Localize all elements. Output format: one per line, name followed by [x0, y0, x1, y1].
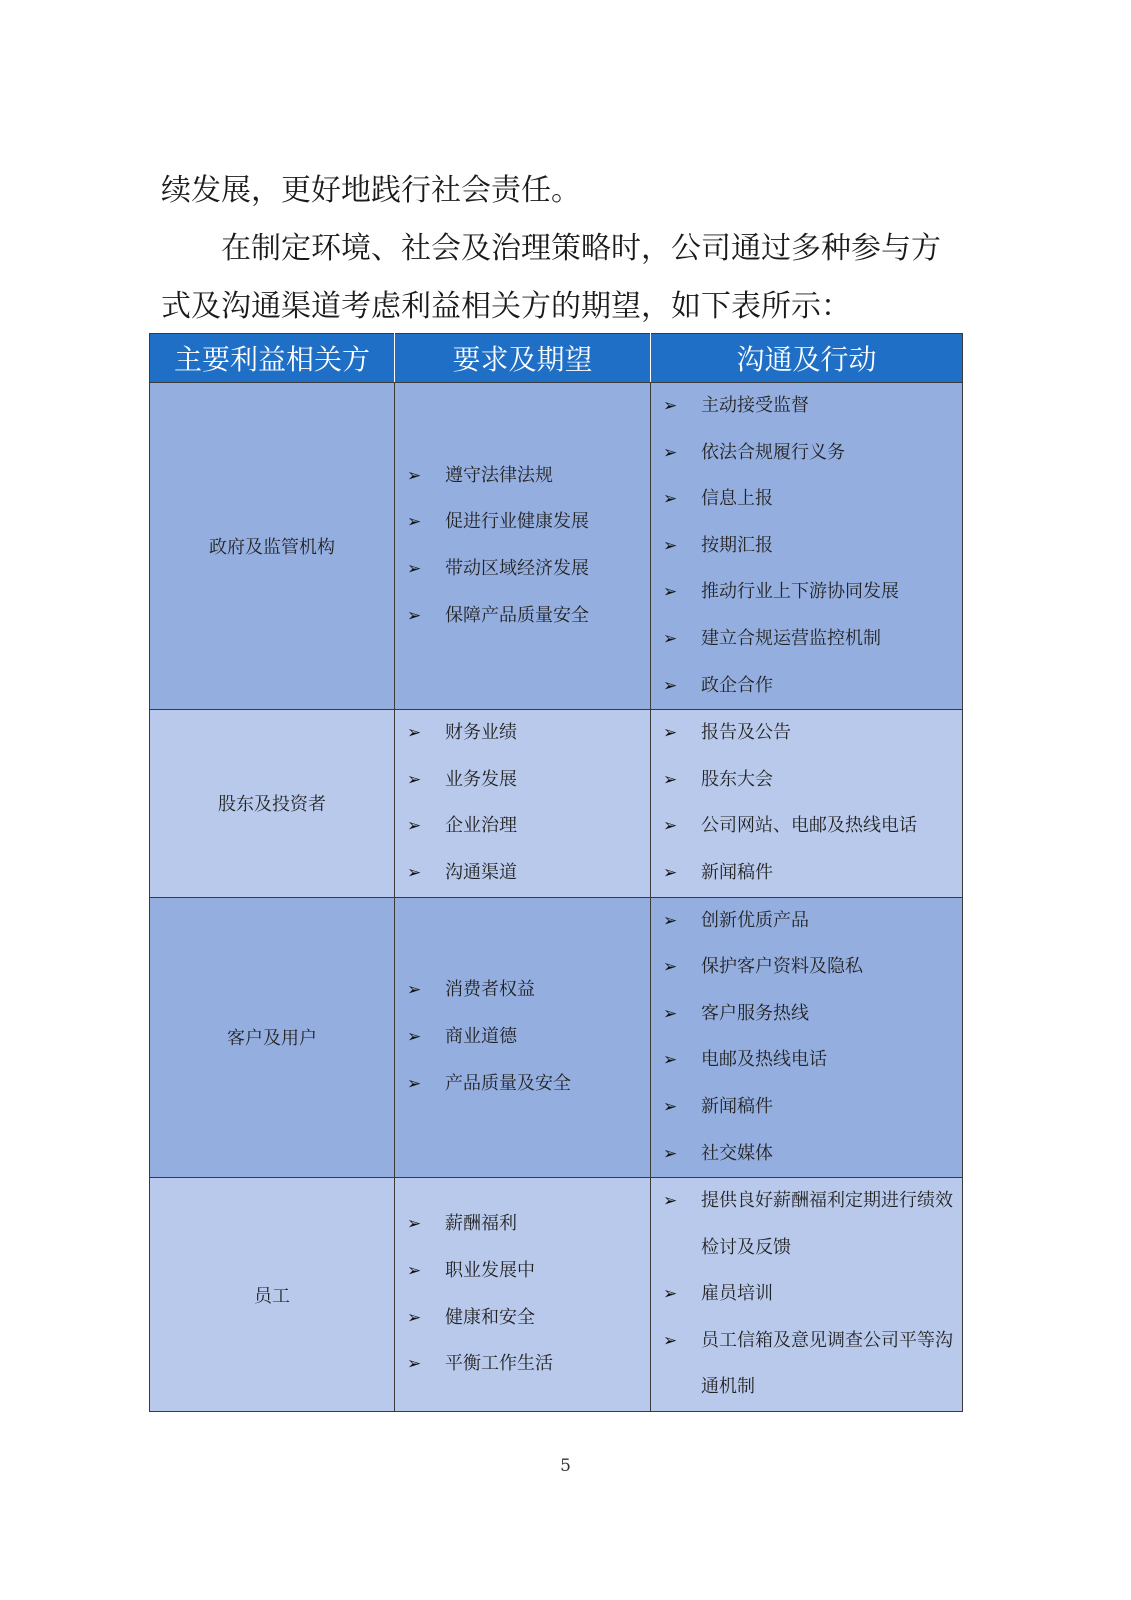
arrowhead-bullet-icon: ➢ [663, 1284, 678, 1305]
page-number: 5 [560, 1456, 571, 1476]
paragraph-intro: 在制定环境、社会及治理策略时，公司通过多种参与方式及沟通渠道考虑利益相关方的期望，如下表所示： [161, 231, 941, 324]
arrowhead-bullet-icon: ➢ [663, 723, 678, 744]
list-item [651, 430, 962, 477]
arrowhead-bullet-icon: ➢ [407, 1214, 422, 1235]
list-item [651, 850, 962, 897]
list-item [395, 1248, 650, 1295]
arrowhead-bullet-icon: ➢ [407, 1027, 422, 1048]
list-item-text: 主动接受监督 [701, 395, 809, 416]
list-item-text: 商业道德 [445, 1026, 517, 1048]
expectations-list [395, 1201, 650, 1387]
list-item-text: 雇员培训 [701, 1283, 773, 1305]
list-item-text: 报告及公告 [701, 722, 791, 744]
actions-cell [651, 710, 963, 897]
arrowhead-bullet-icon: ➢ [407, 980, 422, 1001]
list-item-text: 按期汇报 [701, 534, 773, 556]
list-item [651, 757, 962, 804]
list-item [651, 1318, 962, 1411]
list-item [651, 569, 962, 616]
list-item-text: 新闻稿件 [701, 1095, 773, 1117]
list-item-text: 提供良好薪酬福利定期进行绩效检讨及反馈 [701, 1190, 953, 1258]
list-item [651, 1271, 962, 1318]
list-item [651, 1131, 962, 1178]
list-item-text: 股东大会 [701, 768, 773, 790]
list-item [395, 967, 650, 1014]
arrowhead-bullet-icon: ➢ [663, 1003, 678, 1024]
list-item-text: 薪酬福利 [445, 1213, 517, 1235]
table-row [150, 1178, 963, 1412]
actions-list [651, 898, 962, 1178]
list-item [395, 499, 650, 546]
list-item-text: 产品质量及安全 [445, 1072, 571, 1094]
list-item-text: 依法合规履行义务 [701, 441, 845, 463]
table-row [150, 897, 963, 1178]
list-item [651, 1084, 962, 1131]
list-item-text: 促进行业健康发展 [445, 511, 589, 533]
list-item-text: 创新优质产品 [701, 909, 809, 931]
arrowhead-bullet-icon: ➢ [663, 1191, 678, 1212]
list-item [651, 476, 962, 523]
table-header-row [150, 334, 963, 383]
list-item [651, 710, 962, 757]
arrowhead-bullet-icon: ➢ [407, 1073, 422, 1094]
header-actions: 沟通及行动 [651, 334, 963, 383]
arrowhead-bullet-icon: ➢ [407, 1354, 422, 1375]
list-item-text: 健康和安全 [445, 1306, 535, 1328]
list-item-text: 客户服务热线 [701, 1002, 809, 1024]
list-item-text: 政企合作 [701, 674, 773, 696]
actions-list [651, 383, 962, 709]
list-item [651, 944, 962, 991]
arrowhead-bullet-icon: ➢ [407, 816, 422, 837]
arrowhead-bullet-icon: ➢ [663, 862, 678, 883]
arrowhead-bullet-icon: ➢ [663, 957, 678, 978]
list-item [395, 546, 650, 593]
list-item [395, 453, 650, 500]
list-item [651, 383, 962, 430]
list-item [651, 1178, 962, 1271]
actions-list [651, 1178, 962, 1411]
arrowhead-bullet-icon: ➢ [663, 628, 678, 649]
arrowhead-bullet-icon: ➢ [407, 559, 422, 580]
list-item-text: 社交媒体 [701, 1142, 773, 1164]
header-stakeholder: 主要利益相关方 [150, 334, 395, 383]
arrowhead-bullet-icon: ➢ [407, 1307, 422, 1328]
arrowhead-bullet-icon: ➢ [663, 1050, 678, 1071]
arrowhead-bullet-icon: ➢ [407, 512, 422, 533]
list-item [395, 593, 650, 640]
list-item-text: 员工信箱及意见调查公司平等沟通机制 [701, 1329, 953, 1398]
list-item [651, 991, 962, 1038]
list-item-text: 消费者权益 [445, 979, 535, 1001]
list-item [651, 523, 962, 570]
stakeholder-table [149, 333, 963, 1412]
arrowhead-bullet-icon: ➢ [407, 723, 422, 744]
arrowhead-bullet-icon: ➢ [663, 396, 678, 416]
expectations-cell [395, 1178, 651, 1412]
actions-cell [651, 897, 963, 1178]
stakeholder-cell: 政府及监管机构 [150, 383, 395, 710]
list-item-text: 建立合规运营监控机制 [701, 627, 881, 649]
paragraph-continuation: 续发展，更好地践行社会责任。 [161, 173, 581, 208]
list-item-text: 信息上报 [701, 488, 773, 510]
list-item-text: 企业治理 [445, 815, 517, 837]
list-item [395, 1295, 650, 1342]
arrowhead-bullet-icon: ➢ [407, 465, 422, 486]
arrowhead-bullet-icon: ➢ [663, 769, 678, 790]
actions-list [651, 710, 962, 896]
arrowhead-bullet-icon: ➢ [663, 582, 678, 603]
arrowhead-bullet-icon: ➢ [663, 489, 678, 510]
arrowhead-bullet-icon: ➢ [407, 605, 422, 626]
arrowhead-bullet-icon: ➢ [663, 1330, 678, 1351]
actions-cell [651, 383, 963, 710]
list-item [651, 1037, 962, 1084]
list-item [651, 616, 962, 663]
list-item-text: 保护客户资料及隐私 [701, 956, 863, 978]
expectations-list [395, 710, 650, 896]
arrowhead-bullet-icon: ➢ [407, 1261, 422, 1281]
list-item [395, 710, 650, 757]
arrowhead-bullet-icon: ➢ [663, 1143, 678, 1164]
list-item [395, 1014, 650, 1061]
list-item-text: 保障产品质量安全 [445, 604, 589, 626]
expectations-cell [395, 383, 651, 710]
arrowhead-bullet-icon: ➢ [663, 910, 678, 931]
actions-cell [651, 1178, 963, 1412]
list-item-text: 推动行业上下游协同发展 [701, 581, 899, 603]
expectations-list [395, 453, 650, 639]
table-row [150, 710, 963, 897]
list-item [395, 1341, 650, 1388]
arrowhead-bullet-icon: ➢ [663, 816, 678, 837]
header-expectations: 要求及期望 [395, 334, 651, 383]
list-item [651, 803, 962, 850]
stakeholder-cell: 员工 [150, 1178, 395, 1412]
list-item [395, 850, 650, 897]
list-item-text: 业务发展 [445, 768, 517, 790]
list-item-text: 公司网站、电邮及热线电话 [701, 815, 917, 837]
list-item-text: 沟通渠道 [445, 861, 517, 883]
list-item-text: 带动区域经济发展 [445, 558, 589, 580]
arrowhead-bullet-icon: ➢ [663, 535, 678, 556]
arrowhead-bullet-icon: ➢ [663, 675, 678, 696]
arrowhead-bullet-icon: ➢ [663, 442, 678, 463]
stakeholder-cell: 客户及用户 [150, 897, 395, 1178]
arrowhead-bullet-icon: ➢ [663, 1096, 678, 1117]
list-item-text: 电邮及热线电话 [701, 1049, 827, 1071]
list-item-text: 职业发展中 [445, 1260, 535, 1281]
expectations-cell [395, 897, 651, 1178]
list-item [395, 757, 650, 804]
list-item [395, 1061, 650, 1108]
list-item-text: 平衡工作生活 [445, 1353, 553, 1375]
arrowhead-bullet-icon: ➢ [407, 862, 422, 883]
stakeholder-cell: 股东及投资者 [150, 710, 395, 897]
arrowhead-bullet-icon: ➢ [407, 769, 422, 790]
expectations-list [395, 967, 650, 1107]
table-row [150, 383, 963, 710]
list-item [651, 663, 962, 710]
list-item-text: 财务业绩 [445, 722, 517, 744]
list-item [395, 1201, 650, 1248]
list-item-text: 新闻稿件 [701, 861, 773, 883]
expectations-cell [395, 710, 651, 897]
list-item [395, 803, 650, 850]
list-item-text: 遵守法律法规 [445, 464, 553, 486]
list-item [651, 898, 962, 945]
